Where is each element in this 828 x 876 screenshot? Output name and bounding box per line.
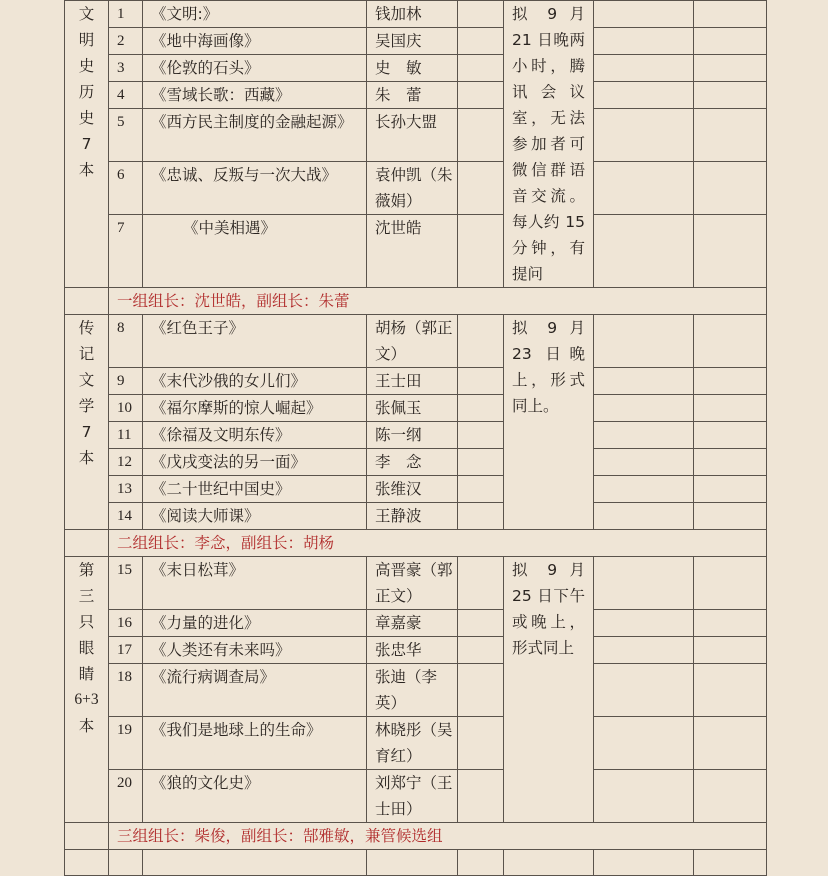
empty-cell [458,476,504,503]
category-char: 7 [81,135,92,153]
book-number: 14 [109,503,143,530]
empty-cell [594,610,694,637]
schedule-note: 拟 9 月 21 日晚两小时，腾讯会议室，无法参加者可微信群语音交流。每人约 15 分钟，有提问 [504,1,594,288]
empty-cell [458,422,504,449]
book-number: 19 [109,717,143,770]
reader-name: 王静波 [367,503,458,530]
empty-cell [594,717,694,770]
book-number: 4 [109,82,143,109]
reader-name: 林晓彤（吴育红） [367,717,458,770]
empty-cell [694,395,767,422]
category-char: 史 [78,109,95,127]
schedule-note: 拟 9 月 25 日下午或晚上，形式同上 [504,557,594,823]
category-char: 第 [78,561,95,579]
empty-cell [694,1,767,28]
table-row [65,161,767,214]
table-row [65,214,767,287]
book-title: 《二十世纪中国史》 [143,476,367,503]
group-leader-row [65,530,767,557]
empty-cell [594,395,694,422]
empty-cell [694,503,767,530]
book-number: 12 [109,449,143,476]
table-row [65,476,767,503]
book-title: 《流行病调查局》 [143,664,367,717]
empty-cell [458,395,504,422]
category-char: 7 [81,423,92,441]
table-row [65,315,767,368]
book-title: 《西方民主制度的金融起源》 [143,109,367,161]
empty-cell [694,637,767,664]
book-title: 《阅读大师课》 [143,503,367,530]
category-char: 文 [78,371,95,389]
empty-cell [143,850,367,876]
book-title: 《伦敦的石头》 [143,55,367,82]
table-row [65,449,767,476]
book-title: 《文明:》 [143,1,367,28]
empty-cell [367,850,458,876]
empty-cell [594,770,694,823]
group-leader-row [65,823,767,850]
empty-cell [594,557,694,610]
empty-cell [694,368,767,395]
table-row [65,109,767,161]
empty-cell [694,449,767,476]
category-char: 只 [78,613,95,631]
category-char: 本 [78,717,95,735]
book-title: 《人类还有未来吗》 [143,637,367,664]
empty-cell [504,850,594,876]
empty-cell [594,82,694,109]
reader-name: 张佩玉 [367,395,458,422]
book-title: 《戊戌变法的另一面》 [143,449,367,476]
empty-cell [109,850,143,876]
empty-cell [458,315,504,368]
empty-cell [594,1,694,28]
category-char: 6+3 [74,691,99,708]
group-leader-text: 一组组长：沈世皓，副组长：朱蕾 [109,288,767,315]
empty-cell [694,610,767,637]
empty-cell [458,664,504,717]
empty-cell [694,664,767,717]
reading-schedule-table [64,0,767,876]
table-row [65,1,767,28]
category-char: 睛 [78,665,95,683]
empty-cell [458,503,504,530]
empty-cell [65,850,109,876]
empty-cell [594,850,694,876]
reader-name: 陈一纲 [367,422,458,449]
book-title: 《狼的文化史》 [143,770,367,823]
book-title: 《红色王子》 [143,315,367,368]
reader-name: 高晋豪（郭正文） [367,557,458,610]
reader-name: 吴国庆 [367,28,458,55]
reader-name: 沈世皓 [367,214,458,287]
book-title: 《徐福及文明东传》 [143,422,367,449]
reader-name: 袁仲凯（朱薇娟） [367,161,458,214]
empty-cell [594,503,694,530]
empty-cell [65,530,109,557]
reader-name: 李 念 [367,449,458,476]
empty-cell [694,850,767,876]
category-char: 传 [78,319,95,337]
book-title: 《福尔摩斯的惊人崛起》 [143,395,367,422]
reader-name: 章嘉豪 [367,610,458,637]
empty-cell [694,28,767,55]
empty-cell [458,82,504,109]
empty-cell [694,82,767,109]
book-title: 《地中海画像》 [143,28,367,55]
book-number: 10 [109,395,143,422]
empty-cell [694,770,767,823]
reader-name: 史 敏 [367,55,458,82]
book-title: 《忠诚、反叛与一次大战》 [143,161,367,214]
reader-name: 王士田 [367,368,458,395]
reader-name: 张迪（李英） [367,664,458,717]
empty-cell [458,214,504,287]
table-row [65,770,767,823]
book-number: 9 [109,368,143,395]
book-number: 2 [109,28,143,55]
book-number: 3 [109,55,143,82]
book-number: 6 [109,161,143,214]
empty-cell [694,717,767,770]
book-title: 《雪域长歌：西藏》 [143,82,367,109]
schedule-note: 拟 9 月 23 日晚上，形式同上。 [504,315,594,530]
table-row [65,503,767,530]
empty-cell [694,557,767,610]
book-number: 11 [109,422,143,449]
empty-cell [65,288,109,315]
empty-cell [594,664,694,717]
category-char: 文 [78,5,95,23]
book-number: 1 [109,1,143,28]
group-leader-row [65,288,767,315]
reader-name: 长孙大盟 [367,109,458,161]
category-char: 明 [78,31,95,49]
table-row [65,664,767,717]
book-title: 《力量的进化》 [143,610,367,637]
empty-cell [594,315,694,368]
empty-cell [65,823,109,850]
category-char: 本 [78,161,95,179]
empty-cell [594,449,694,476]
category-char: 记 [78,345,95,363]
empty-cell [458,28,504,55]
empty-cell [694,214,767,287]
table-row [65,850,767,876]
empty-cell [594,476,694,503]
category-char: 三 [78,587,95,605]
book-number: 17 [109,637,143,664]
table-row [65,717,767,770]
empty-cell [594,28,694,55]
book-number: 8 [109,315,143,368]
empty-cell [458,109,504,161]
category-char: 学 [78,397,95,415]
empty-cell [458,610,504,637]
reader-name: 朱 蕾 [367,82,458,109]
empty-cell [694,315,767,368]
table-row [65,422,767,449]
empty-cell [458,637,504,664]
table-row [65,557,767,610]
book-title: 《末代沙俄的女儿们》 [143,368,367,395]
empty-cell [594,55,694,82]
book-number: 16 [109,610,143,637]
empty-cell [458,717,504,770]
reader-name: 刘郑宁（王士田） [367,770,458,823]
empty-cell [458,770,504,823]
category-cell [65,315,109,530]
book-number: 18 [109,664,143,717]
empty-cell [594,637,694,664]
table-row [65,82,767,109]
book-number: 7 [109,214,143,287]
empty-cell [694,422,767,449]
empty-cell [594,368,694,395]
empty-cell [694,161,767,214]
table-row [65,637,767,664]
empty-cell [458,557,504,610]
category-char: 历 [78,83,95,101]
empty-cell [694,109,767,161]
book-number: 15 [109,557,143,610]
category-char: 史 [78,57,95,75]
group-leader-text: 二组组长：李念，副组长：胡杨 [109,530,767,557]
empty-cell [594,214,694,287]
empty-cell [458,850,504,876]
table-row [65,28,767,55]
book-number: 20 [109,770,143,823]
empty-cell [458,368,504,395]
empty-cell [594,422,694,449]
category-cell [65,1,109,288]
empty-cell [458,55,504,82]
empty-cell [458,449,504,476]
empty-cell [694,55,767,82]
reader-name: 钱加林 [367,1,458,28]
empty-cell [458,161,504,214]
table-row [65,368,767,395]
book-title: 《我们是地球上的生命》 [143,717,367,770]
empty-cell [594,109,694,161]
reader-name: 胡杨（郭正文） [367,315,458,368]
book-number: 13 [109,476,143,503]
empty-cell [594,161,694,214]
group-leader-text: 三组组长：柴俊，副组长：郜雅敏，兼管候选组 [109,823,767,850]
book-title: 《末日松茸》 [143,557,367,610]
category-cell [65,557,109,823]
empty-cell [694,476,767,503]
book-title: 《中美相遇》 [143,214,367,287]
empty-cell [458,1,504,28]
category-char: 本 [78,449,95,467]
table-row [65,55,767,82]
book-number: 5 [109,109,143,161]
reader-name: 张维汉 [367,476,458,503]
category-char: 眼 [78,639,95,657]
table-row [65,610,767,637]
table-row [65,395,767,422]
reader-name: 张忠华 [367,637,458,664]
